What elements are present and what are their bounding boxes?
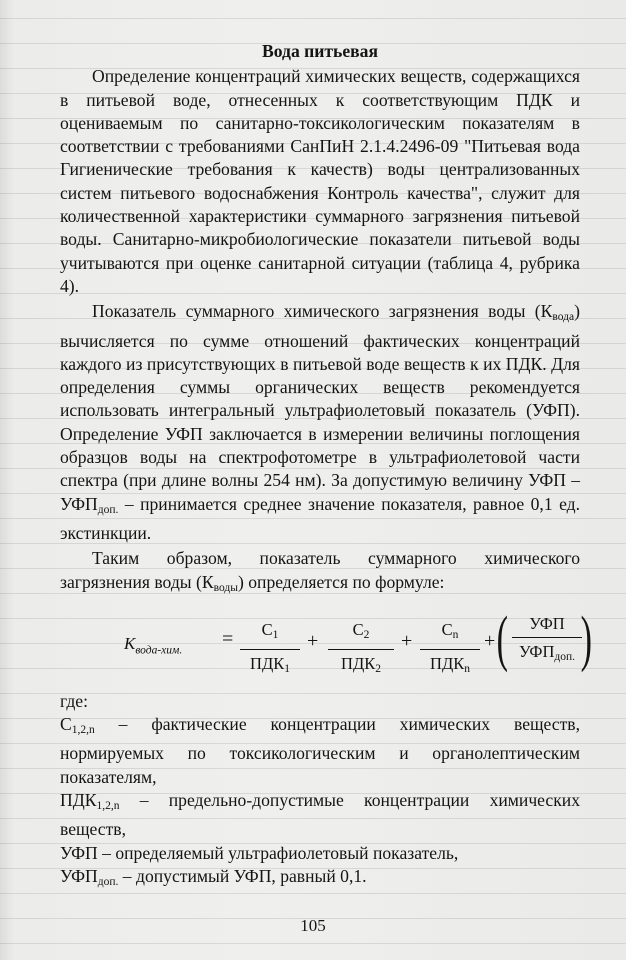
paragraph-definition: Определение концентраций химических веществ, содержащихся в питьевой воде, отнесенных к соответствующим ПДК и оцениваемым по санитарно-токсикологическим показателям в соответствии с требованиями СанПиН 2.1.4.2496-09 "Питьевая вода Гигиенические требования к качеств) воды централизованных систем питьевого водоснабжения Контроль качества", служит для количественной характеристики суммарного загрязнения питьевой воды. Санитарно-микробиологические показатели питьевой воды учитываются при оценке санитарной ситуации (таблица 4, рубрика 4).: [60, 66, 580, 296]
definition-pdk: $ПДК_{1,2,n}$ – предельно-допустимые концентрации химических веществ,: [60, 790, 580, 840]
formula-plus-1: +: [307, 629, 319, 652]
fraction-n: $C_n$ $ПДК_n$: [420, 618, 480, 682]
right-paren: ): [580, 604, 593, 673]
definitions: [60, 690, 580, 894]
paragraph-calculation: Показатель суммарного химического загрязнения воды $(К_{вода})$ вычисляется по сумме отношений фактических концентраций каждого из присутствующих в питьевой воде веществ к их ПДК. Для определения суммы органических веществ рекомендуется использовать интегральный ультрафиолетовый показатель (УФП). Определение УФП заключается в измерении величины поглощения образцов воды на спектрофотометре в ультрафиолетовой части спектра (при длине волны 254 нм). За допустимую величину УФП – $УФП_{доп.}$ – принимается среднее значение показателя, равное 0,1 ед. экстинкции.: [60, 301, 580, 543]
fraction-1: $C_1$ $ПДК_1$: [240, 618, 300, 682]
definition-c: $С_{1,2,n}$ – фактические концентрации химических веществ, нормируемых по токсикологическим и органолептическим показателям,: [60, 714, 580, 787]
left-paren: (: [496, 604, 509, 673]
formula-k: $K_{вода-хим.}$: [124, 633, 183, 657]
section-title: Вода питьевая: [262, 41, 378, 61]
paragraph-formula-intro: Таким образом, показатель суммарного химического загрязнения воды $(К_{воды})$ определяется по формуле:: [60, 548, 580, 594]
definition-ufp: УФП – определяемый ультрафиолетовый показатель,: [60, 842, 459, 863]
fraction-ufp: УФП $УФП_{доп.}$: [512, 612, 582, 670]
formula-plus-2: +: [401, 629, 413, 652]
fraction-2: $C_2$ $ПДК_2$: [328, 618, 394, 682]
page-body: [60, 40, 593, 894]
definition-ufp-dop: $УФП_{доп.}$ – допустимый УФП, равный 0,1.: [60, 865, 367, 888]
formula: [60, 604, 593, 682]
formula-equals: =: [222, 627, 234, 650]
formula-plus-3: +: [484, 629, 496, 652]
where-label: где:: [60, 690, 88, 711]
page-number: 105: [300, 916, 326, 935]
